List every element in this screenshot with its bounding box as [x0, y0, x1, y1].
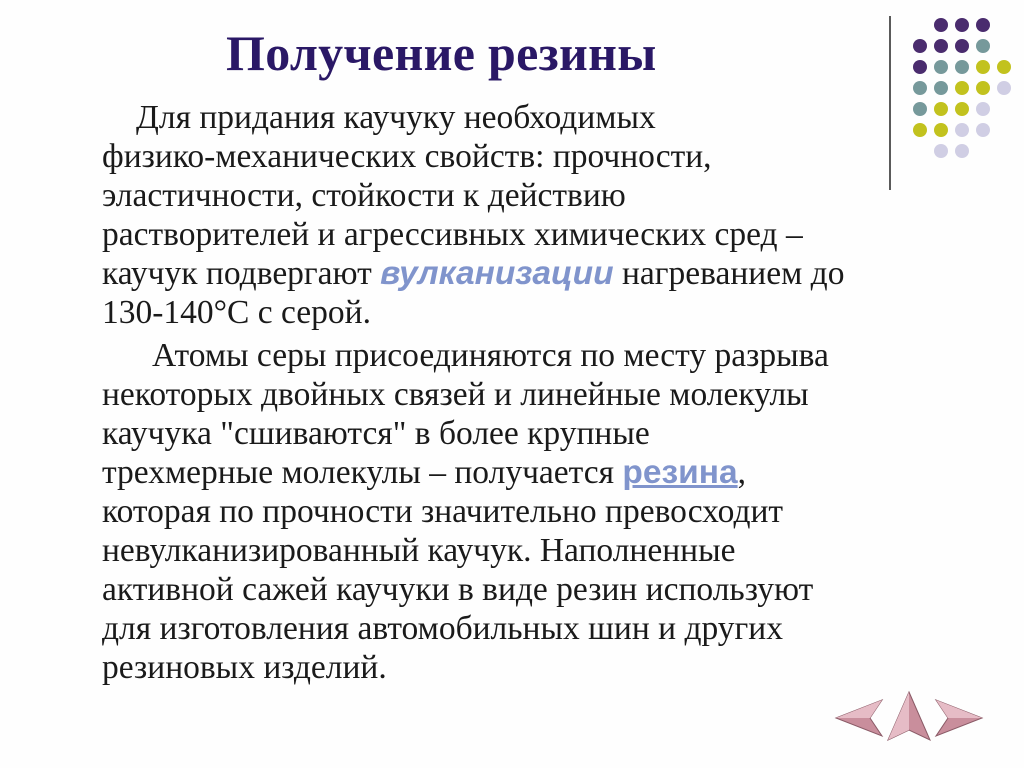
- decorative-dot: [976, 39, 990, 53]
- decorative-dot: [976, 81, 990, 95]
- decorative-dot: [934, 18, 948, 32]
- paragraph1-text: каучук подвергают: [102, 255, 381, 292]
- decorative-dot: [976, 60, 990, 74]
- vulcanization-term: вулканизации: [380, 255, 614, 292]
- paragraph2-line: резиновых изделий.: [102, 649, 387, 686]
- navigation-buttons: [834, 690, 984, 745]
- decorative-dot: [955, 18, 969, 32]
- arrow-right-icon[interactable]: [934, 698, 984, 738]
- decorative-dot: [955, 60, 969, 74]
- paragraph1-line: растворителей и агрессивных химических сред –: [102, 216, 803, 253]
- arrow-up-icon[interactable]: [886, 690, 932, 742]
- decorative-dot: [997, 60, 1011, 74]
- decorative-dot: [976, 18, 990, 32]
- paragraph2-text: ,: [737, 454, 746, 491]
- paragraph2-line: каучука "сшиваются" в более крупные: [102, 415, 650, 452]
- paragraph2-line: активной сажей каучуки в виде резин используют: [102, 571, 814, 608]
- paragraph1-line: Для придания каучуку необходимых: [136, 99, 656, 136]
- paragraph2-text: трехмерные молекулы – получается: [102, 454, 623, 491]
- decorative-dot: [955, 39, 969, 53]
- paragraph1-line: физико-механических свойств: прочности,: [102, 138, 712, 175]
- decorative-dot: [913, 39, 927, 53]
- paragraph1-text: нагреванием до: [613, 255, 845, 292]
- paragraph1-line: 130-140°С с серой.: [102, 294, 371, 331]
- paragraph2-line: некоторых двойных связей и линейные молекулы: [102, 376, 809, 413]
- decorative-dot: [997, 81, 1011, 95]
- paragraph2-line: Атомы серы присоединяются по месту разрыва: [152, 337, 829, 374]
- decorative-dot: [913, 81, 927, 95]
- paragraph2-line: которая по прочности значительно превосходит: [102, 493, 784, 530]
- slide-body: [102, 98, 982, 687]
- paragraph1-line: [102, 254, 982, 293]
- paragraph2-line: невулканизированный каучук. Наполненные: [102, 532, 736, 569]
- decorative-dot: [934, 60, 948, 74]
- paragraph2-line: [102, 453, 982, 492]
- slide-title: Получение резины: [226, 25, 657, 81]
- arrow-left-icon[interactable]: [834, 698, 884, 738]
- rubber-link[interactable]: резина: [622, 454, 738, 491]
- paragraph2-line: для изготовления автомобильных шин и других: [102, 610, 783, 647]
- paragraph1-line: эластичности, стойкости к действию: [102, 177, 626, 214]
- decorative-dot: [934, 39, 948, 53]
- decorative-dot: [913, 60, 927, 74]
- decorative-dot: [934, 81, 948, 95]
- decorative-dot: [955, 81, 969, 95]
